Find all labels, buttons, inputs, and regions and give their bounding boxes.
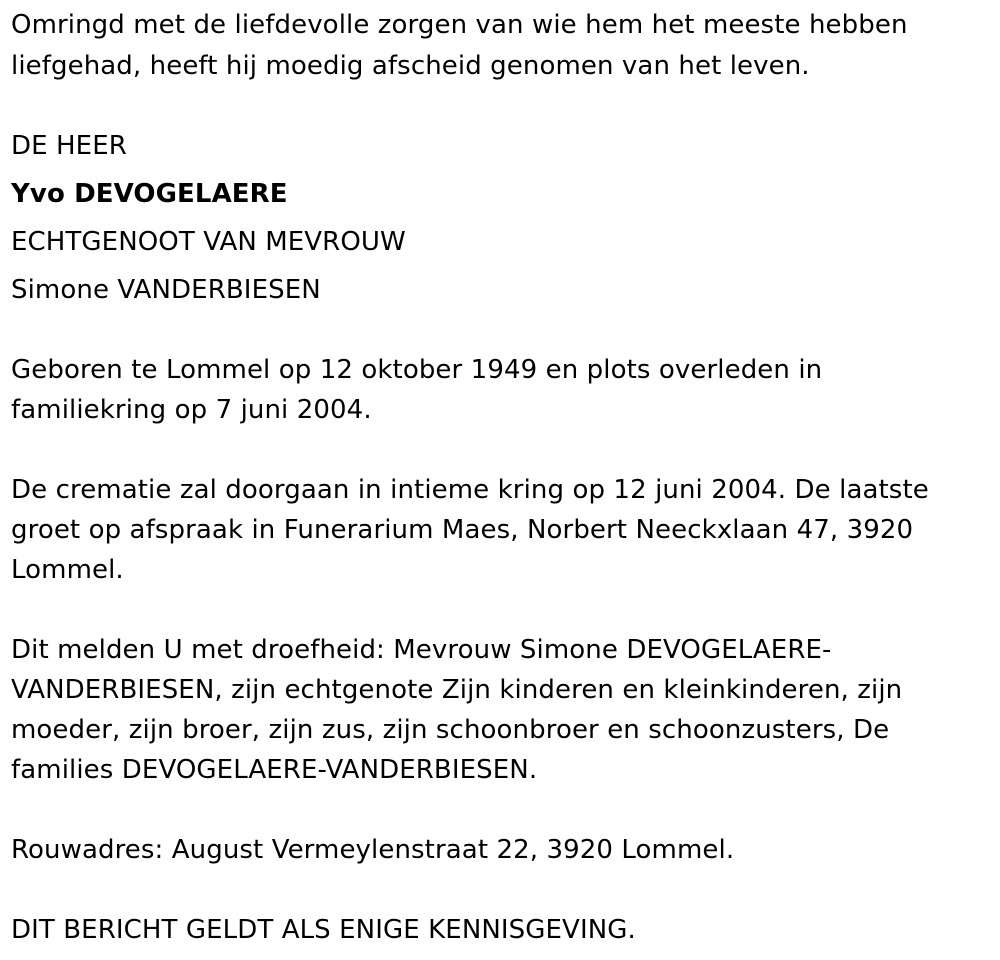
birth-death-line-2: familiekring op 7 juni 2004. [11,395,372,425]
cremation-line-1: De crematie zal doorgaan in intieme kring op 12 juni 2004. De laatste [11,475,929,505]
spouse-relation: ECHTGENOOT VAN MEVROUW [11,227,406,257]
announcers-line-1: Dit melden U met droefheid: Mevrouw Simone DEVOGELAERE- [11,635,832,665]
sole-notice: DIT BERICHT GELDT ALS ENIGE KENNISGEVING. [11,915,636,945]
announcers-line-3: moeder, zijn broer, zijn zus, zijn schoonbroer en schoonzusters, De [11,715,890,745]
honorific-title: DE HEER [11,131,127,161]
deceased-name: Yvo DEVOGELAERE [11,179,288,209]
cremation-line-3: Lommel. [11,555,124,585]
announcers-line-2: VANDERBIESEN, zijn echtgenote Zijn kinderen en kleinkinderen, zijn [11,675,903,705]
intro-line-2: liefgehad, heeft hij moedig afscheid genomen van het leven. [11,51,810,81]
spouse-name: Simone VANDERBIESEN [11,275,321,305]
mourning-address: Rouwadres: August Vermeylenstraat 22, 3920 Lommel. [11,835,735,865]
intro-line-1: Omringd met de liefdevolle zorgen van wie hem het meeste hebben [11,10,908,40]
announcers-line-4: families DEVOGELAERE-VANDERBIESEN. [11,755,538,785]
cremation-line-2: groet op afspraak in Funerarium Maes, Norbert Neeckxlaan 47, 3920 [11,515,914,545]
birth-death-line-1: Geboren te Lommel op 12 oktober 1949 en plots overleden in [11,355,823,385]
